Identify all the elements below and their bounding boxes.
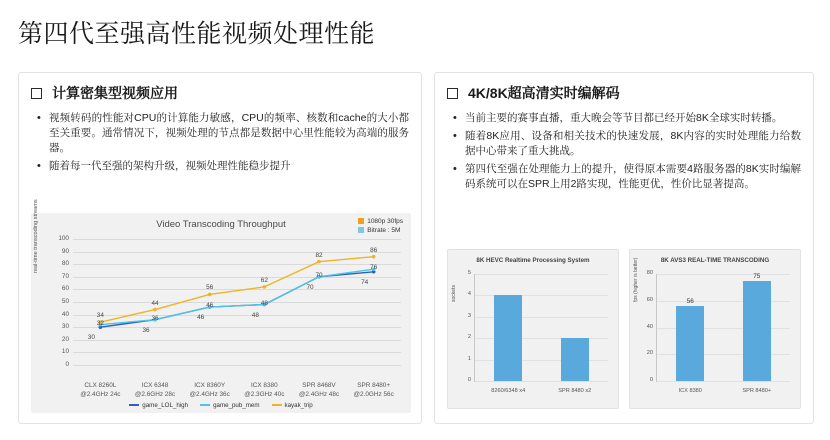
- data-label: 70: [306, 283, 314, 291]
- data-label: 74: [361, 278, 369, 286]
- legend-item: game_LOL_high: [129, 402, 188, 409]
- annotation-fps: 1080p 30fps: [367, 218, 403, 225]
- video-transcoding-throughput-chart: [31, 199, 411, 413]
- y-axis-tick: 60: [646, 296, 653, 303]
- data-label: 82: [315, 251, 323, 259]
- y-axis-tick: 3: [467, 312, 471, 319]
- x-axis-tick: ICX 8380 @2.3GHz 40c: [244, 382, 285, 398]
- data-label: 48: [260, 299, 268, 307]
- list-item: • 第四代至强在处理能力上的提升，使得原本需要4路服务器的8K实时编解码系统可以在SPR上用2路实现，性能更优，性价比显著提高。: [465, 162, 801, 192]
- data-label: 75: [753, 272, 761, 280]
- y-axis-tick: 50: [61, 298, 69, 305]
- chart-title: Video Transcoding Throughput: [156, 219, 286, 230]
- legend-item: kayak_trip: [272, 402, 313, 409]
- list-item: • 随着每一代至强的架构升级，视频处理性能稳步提升: [49, 159, 409, 174]
- data-label: 48: [251, 311, 259, 319]
- right-panel-heading: 4K/8K超高清实时编解码: [468, 85, 620, 101]
- y-axis-tick: 0: [649, 377, 653, 383]
- data-label: 86: [370, 246, 378, 254]
- data-label: 46: [206, 302, 214, 310]
- square-bullet-icon: [31, 88, 42, 99]
- data-label: 30: [87, 334, 95, 342]
- y-axis-tick: 20: [61, 335, 69, 343]
- y-axis-tick: 20: [646, 350, 653, 357]
- y-axis-tick: 0: [467, 377, 471, 383]
- y-axis-tick: 100: [58, 235, 69, 242]
- y-axis-tick: 10: [61, 348, 69, 356]
- bar: [561, 338, 589, 381]
- avs3-realtime-transcoding-chart: [629, 249, 801, 409]
- left-content-panel: [18, 72, 422, 424]
- x-axis-tick: SPR 8468V @2.4GHz 48c: [298, 382, 340, 398]
- y-axis-tick: 4: [467, 291, 471, 298]
- grid-line: [73, 365, 401, 366]
- chart-title: 8K HEVC Realtime Processing System: [476, 257, 590, 264]
- y-axis-tick: 0: [65, 361, 69, 368]
- y-axis-tick: 30: [61, 323, 69, 331]
- y-axis-tick: 70: [61, 272, 69, 280]
- data-label: 56: [206, 284, 214, 292]
- y-axis-tick: 90: [61, 247, 69, 255]
- data-label: 32: [96, 319, 104, 327]
- grid-line: [657, 274, 790, 275]
- chart-y-axis-label: fps (higher is better): [633, 257, 639, 302]
- x-axis-tick: ICX 6348 @2.6GHz 28c: [134, 382, 176, 398]
- square-bullet-icon: [447, 88, 458, 99]
- x-axis-tick: SPR 8480 x2: [558, 388, 592, 394]
- legend-item: game_pub_mem: [200, 402, 259, 409]
- chart-y-axis-label: real-time transcoding streams: [33, 199, 39, 273]
- data-label: 56: [686, 298, 694, 306]
- x-axis-tick: SPR 8480+: [742, 388, 772, 394]
- right-charts-row: [447, 249, 801, 409]
- list-item: • 随着8K应用、设备和相关技术的快速发展，8K内容的实时处理能力给数据中心带来了重大挑战。: [465, 129, 801, 159]
- left-panel-heading-row: [19, 73, 421, 105]
- right-content-panel: [434, 72, 814, 424]
- right-panel-heading-row: [435, 73, 813, 105]
- left-panel-heading: 计算密集型视频应用: [52, 85, 178, 101]
- page-title: 第四代至强高性能视频处理性能: [18, 20, 376, 48]
- chart-plot-area: [58, 235, 401, 398]
- hevc-realtime-processing-chart: [447, 249, 619, 409]
- data-label: 36: [142, 326, 150, 334]
- y-axis-tick: 1: [467, 355, 471, 362]
- data-label: 46: [197, 314, 205, 322]
- data-label: 62: [260, 276, 268, 284]
- chart-legend: [31, 402, 411, 409]
- y-axis-tick: 80: [61, 260, 69, 268]
- x-axis-tick: SPR 8480+ @2.0GHz 56c: [353, 382, 394, 398]
- bar: [494, 295, 522, 381]
- y-axis-tick: 2: [467, 334, 471, 341]
- x-axis-tick: ICX 8360Y @2.4GHz 36c: [189, 382, 230, 398]
- annotation-bitrate: Bitrate : 5M: [367, 227, 401, 234]
- data-label: 44: [151, 299, 159, 307]
- y-axis-tick: 5: [467, 270, 471, 276]
- data-label: 36: [151, 314, 159, 322]
- right-bullet-list: [435, 111, 813, 192]
- y-axis-tick: 60: [61, 285, 69, 293]
- y-axis-tick: 80: [646, 270, 653, 276]
- y-axis-tick: 40: [646, 323, 653, 330]
- chart-title: 8K AVS3 REAL-TIME TRANSCODING: [660, 257, 770, 264]
- bar: [743, 281, 771, 381]
- chart-y-axis-label: sockets: [451, 285, 457, 302]
- grid-line: [475, 274, 608, 275]
- chart-plot-area: [467, 270, 608, 394]
- chart-series-lines: [73, 239, 401, 365]
- grid-line: [657, 381, 790, 382]
- left-bullet-list: [19, 111, 421, 174]
- chart-annotations: [358, 217, 403, 235]
- x-axis-tick: ICX 8380: [678, 388, 702, 394]
- list-item: • 当前主要的赛事直播，重大晚会等节目都已经开始8K全球实时转播。: [465, 111, 801, 126]
- grid-line: [475, 381, 608, 382]
- list-item: • 视频转码的性能对CPU的计算能力敏感，CPU的频率、核数和cache的大小都至关重要。通常情况下，视频处理的节点都是数据中心里性能较为高端的服务器。: [49, 111, 409, 156]
- data-label: 76: [370, 264, 378, 272]
- data-label: 34: [96, 312, 104, 320]
- bar: [676, 306, 704, 381]
- chart-plot-area: [646, 270, 790, 394]
- x-axis-tick: CLX 8260L @2.4GHz 24c: [80, 382, 121, 398]
- x-axis-tick: 8260/6348 x4: [491, 388, 526, 394]
- y-axis-tick: 40: [61, 310, 69, 318]
- data-label: 70: [315, 271, 323, 279]
